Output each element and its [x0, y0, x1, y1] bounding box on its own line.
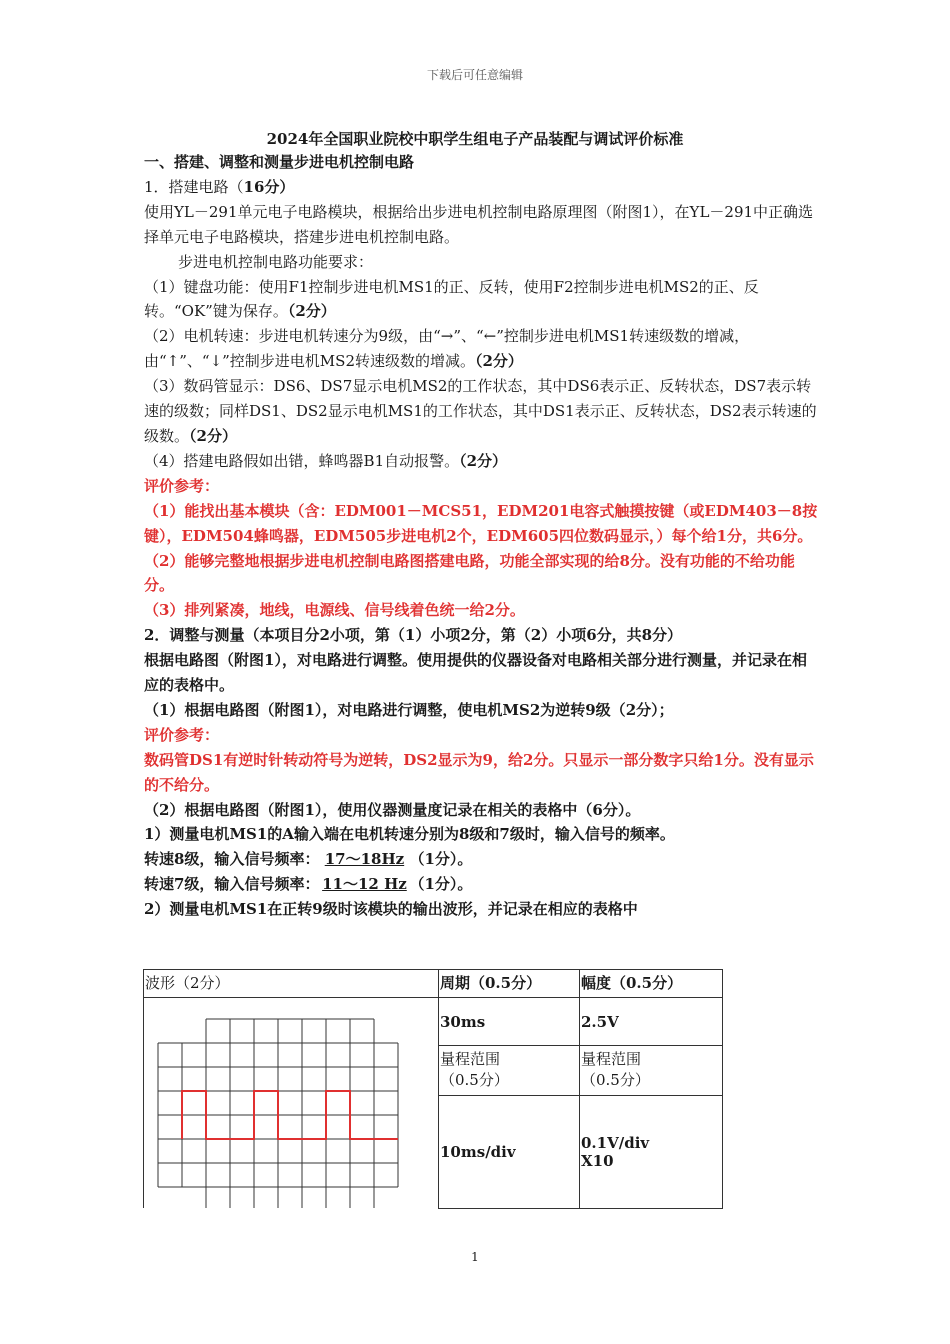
- evaluation-heading: 评价参考：: [144, 476, 220, 495]
- paragraph: 步进电机控制电路功能要求：: [178, 252, 374, 271]
- evaluation-item: （3）排列紧凑，地线，电源线、信号线着色统一给2分。: [144, 601, 525, 620]
- oscilloscope-grid: [144, 998, 436, 1208]
- amp-range-value: 0.1V/div X10: [580, 1096, 723, 1208]
- paragraph: 2）测量电机MS1在正转9级时该模块的输出波形，并记录在相应的表格中: [144, 900, 638, 919]
- paragraph: （1）键盘功能：使用F1控制步进电机MS1的正、反转，使用F2控制步进电机MS2的正、反转。“OK”键为保存。（2分）: [144, 277, 759, 321]
- amp-header-cell: 幅度（0.5分）: [580, 970, 723, 998]
- amp-value: 2.5V: [580, 998, 723, 1046]
- paragraph: 1）测量电机MS1的A输入端在电机转速分别为8级和7级时，输入信号的频率。: [144, 825, 675, 844]
- wave-header-cell: 波形（2分）: [144, 970, 439, 998]
- paragraph: 1．搭建电路（16分）: [144, 177, 295, 196]
- frequency-line-8: 转速8级，输入信号频率： 17～18Hz （1分）。: [144, 847, 820, 872]
- page-header: 下载后可任意编辑: [426, 68, 523, 82]
- paragraph: （3）数码管显示：DS6、DS7显示电机MS2的工作状态，其中DS6表示正、反转状态，DS7表示转速的级数；同样DS1、DS2显示电机MS1的工作状态，其中DS1表示正、反转状态，DS2表示转速的级数。（2分）: [144, 377, 817, 445]
- paragraph: （2）根据电路图（附图1），使用仪器测量度记录在相关的表格中（6分）。: [144, 800, 641, 819]
- period-value: 30ms: [439, 998, 580, 1046]
- waveform-record-table: [143, 969, 723, 1209]
- page-number: 1: [471, 1250, 479, 1264]
- frequency-line-7: 转速7级，输入信号频率： 11～12 Hz （1分）。: [144, 872, 820, 897]
- evaluation-heading: 评价参考：: [144, 725, 220, 744]
- section-heading: 2．调整与测量（本项目分2小项，第（1）小项2分，第（2）小项6分，共8分）: [144, 626, 683, 645]
- amp-range-label: 量程范围 （0.5分）: [580, 1046, 723, 1096]
- period-range-value: 10ms/div: [439, 1096, 580, 1208]
- section-heading: 一、搭建、调整和测量步进电机控制电路: [144, 153, 415, 171]
- document-title: 2024年全国职业院校中职学生组电子产品装配与调试评价标准: [266, 130, 684, 148]
- period-range-label: 量程范围 （0.5分）: [439, 1046, 580, 1096]
- document-body: [144, 150, 820, 922]
- paragraph: 使用YL－291单元电子电路模块，根据给出步进电机控制电路原理图（附图1），在YL－291中正确选择单元电子电路模块，搭建步进电机控制电路。: [144, 202, 814, 246]
- waveform-cell: [144, 998, 439, 1209]
- answer-blank: 11～12 Hz: [322, 875, 407, 894]
- paragraph: （4）搭建电路假如出错，蜂鸣器B1自动报警。（2分）: [144, 451, 508, 470]
- evaluation-item: （2）能够完整地根据步进电机控制电路图搭建电路，功能全部实现的给8分。没有功能的不给功能分。: [144, 551, 795, 595]
- paragraph: （2）电机转速：步进电机转速分为9级，由“→”、“←”控制步进电机MS1转速级数的增减，由“↑”、“↓”控制步进电机MS2转速级数的增减。（2分）: [144, 327, 750, 371]
- paragraph: 根据电路图（附图1），对电路进行调整。使用提供的仪器设备对电路相关部分进行测量，并记录在相应的表格中。: [144, 651, 807, 695]
- evaluation-item: （1）能找出基本模块（含：EDM001－MCS51，EDM201电容式触摸按键（或EDM403－8按键），EDM504蜂鸣器，EDM505步进电机2个，EDM605四位数码显示，）每个给1分，共6分。: [144, 501, 818, 545]
- answer-blank: 17～18Hz: [324, 850, 405, 869]
- paragraph: （1）根据电路图（附图1），对电路进行调整，使电机MS2为逆转9级（2分）；: [144, 700, 674, 719]
- evaluation-item: 数码管DS1有逆时针转动符号为逆转，DS2显示为9，给2分。只显示一部分数字只给1分。没有显示的不给分。: [144, 750, 814, 794]
- period-header-cell: 周期（0.5分）: [439, 970, 580, 998]
